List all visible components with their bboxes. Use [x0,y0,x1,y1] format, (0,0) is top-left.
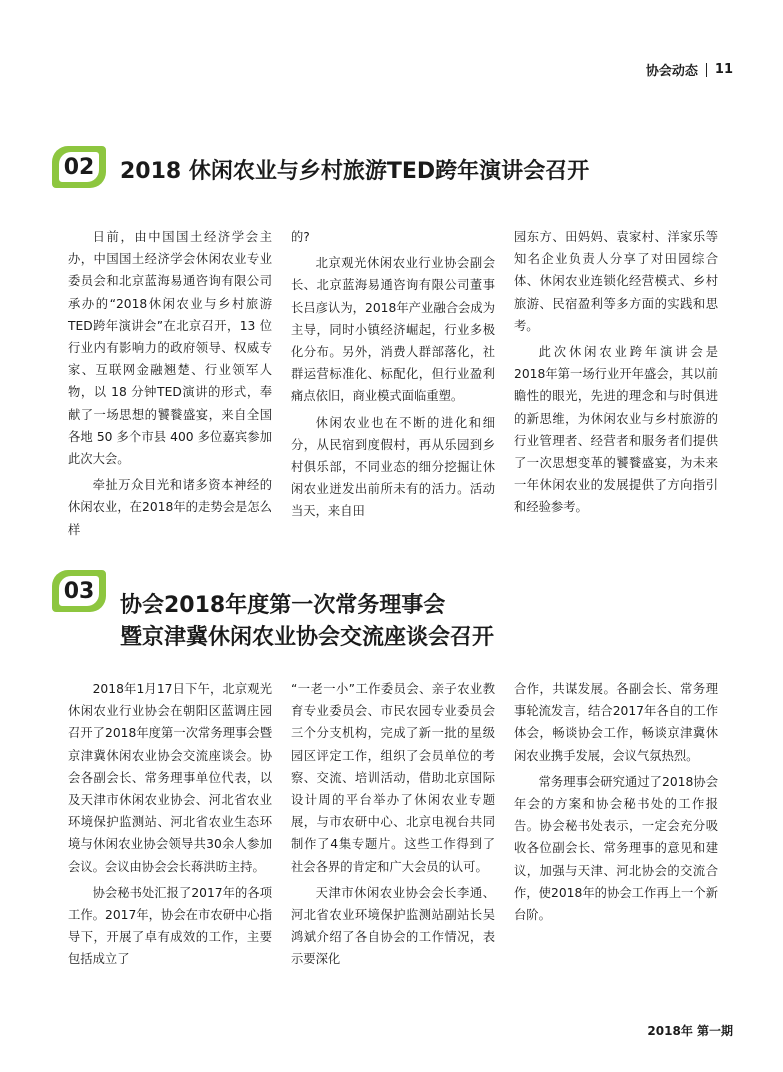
article-title-line-1: 协会2018年度第一次常务理事会 [120,593,446,618]
text-column-1 [68,226,272,541]
paragraph: “一老一小”工作委员会、亲子农业教育专业委员会、市民农园专业委员会三个分支机构，完成了新一批的星级园区评定工作，组织了会员单位的考察、交流、培训活动，借助北京国际设计周的平台举办了休闲农业专题展，与市农研中心、北京电视台共同制作了4集专题片。这些工作得到了社会各界的肯定和广大会员的认可。 [291,682,495,874]
paragraph: 北京观光休闲农业行业协会副会长、北京蓝海易通咨询有限公司董事长吕彦认为，2018年产业融合会成为主导，同时小镇经济崛起，行业多极化分布。另外，消费人群部落化，社群运营标准化、标配化，但行业盈利痛点依旧，商业模式面临重塑。 [291,256,495,404]
paragraph: 休闲农业也在不断的进化和细分，从民宿到度假村，再从乐园到乡村俱乐部，不同业态的细分挖掘让休闲农业迸发出前所未有的活力。活动当天，来自田 [291,415,495,519]
section-label: 协会动态 [645,64,698,79]
section-number: 02 [59,152,99,182]
section-number-badge [52,570,106,612]
paragraph: 牵扯万众目光和诸多资本神经的休闲农业，在2018年的走势会是怎么样 [68,478,272,537]
text-column-3 [514,226,718,541]
header-divider [706,63,707,77]
article-heading-03 [52,570,494,654]
paragraph: 的? [291,230,310,244]
paragraph: 园东方、田妈妈、袁家村、洋家乐等知名企业负责人分享了对田园综合体、休闲农业连锁化经营模式、乡村旅游、民宿盈利等多方面的实践和思考。 [514,230,718,333]
paragraph: 日前，由中国国土经济学会主办，中国国土经济学会休闲农业专业委员会和北京蓝海易通咨询有限公司承办的“2018休闲农业与乡村旅游TED跨年演讲会”在北京召开，13 位行业内有影响力的政府领导、权威专家、互联网金融翘楚、行业领军人物，以 18 分钟TED演讲的形式，奉献了一场思想的饕餮盛宴，来自全国各地 50 多个市县 400 多位嘉宾参加此次大会。 [68,230,272,467]
paragraph: 合作，共谋发展。各副会长、常务理事轮流发言，结合2017年各自的工作体会，畅谈协会工作，畅谈京津冀休闲农业携手发展，会议气氛热烈。 [514,682,718,763]
paragraph: 协会秘书处汇报了2017年的各项工作。2017年，协会在市农研中心指导下，开展了卓有成效的工作，主要包括成立了 [68,885,272,967]
page-header [646,60,733,79]
section-number-badge [52,146,106,188]
text-column-1 [68,678,272,971]
article-body-02 [68,226,718,541]
paragraph: 此次休闲农业跨年演讲会是 2018年第一场行业开年盛会，其以前瞻性的眼光，先进的理念和与时俱进的新思维，为休闲农业与乡村旅游的行业管理者、经营者和服务者们提供了一次思想变革的饕餮盛宴，为未来一年休闲农业的发展提供了方向指引和经验参考。 [514,345,718,515]
text-column-2 [291,226,495,541]
section-number: 03 [59,576,99,606]
text-column-3 [514,678,718,971]
article-title: 2018 休闲农业与乡村旅游TED跨年演讲会召开 [120,159,590,184]
article-title-line-2: 暨京津冀休闲农业协会交流座谈会召开 [120,625,495,650]
text-column-2 [291,678,495,971]
issue-label: 2018年 第一期 [647,1024,733,1038]
paragraph: 2018年1月17日下午，北京观光休闲农业行业协会在朝阳区蓝调庄园召开了2018年度第一次常务理事会暨京津冀休闲农业协会交流座谈会。协会各副会长、常务理事单位代表，以及天津市休闲农业协会、河北省农业环境保护监测站、河北省农业生态环境与休闲农业协会领导共30余人参加会议。会议由协会会长蒋洪昉主持。 [68,682,272,874]
article-body-03 [68,678,718,971]
article-heading-02 [52,146,589,188]
page-number: 11 [714,62,733,77]
article-title [120,590,494,654]
paragraph: 天津市休闲农业协会会长李通、河北省农业环境保护监测站副站长吴鸿斌介绍了各自协会的工作情况，表示要深化 [291,885,495,967]
paragraph: 常务理事会研究通过了2018协会年会的方案和协会秘书处的工作报告。协会秘书处表示，一定会充分吸收各位副会长、常务理事的意见和建议，加强与天津、河北协会的交流合作，使2018年的协会工作再上一个新台阶。 [514,774,718,923]
